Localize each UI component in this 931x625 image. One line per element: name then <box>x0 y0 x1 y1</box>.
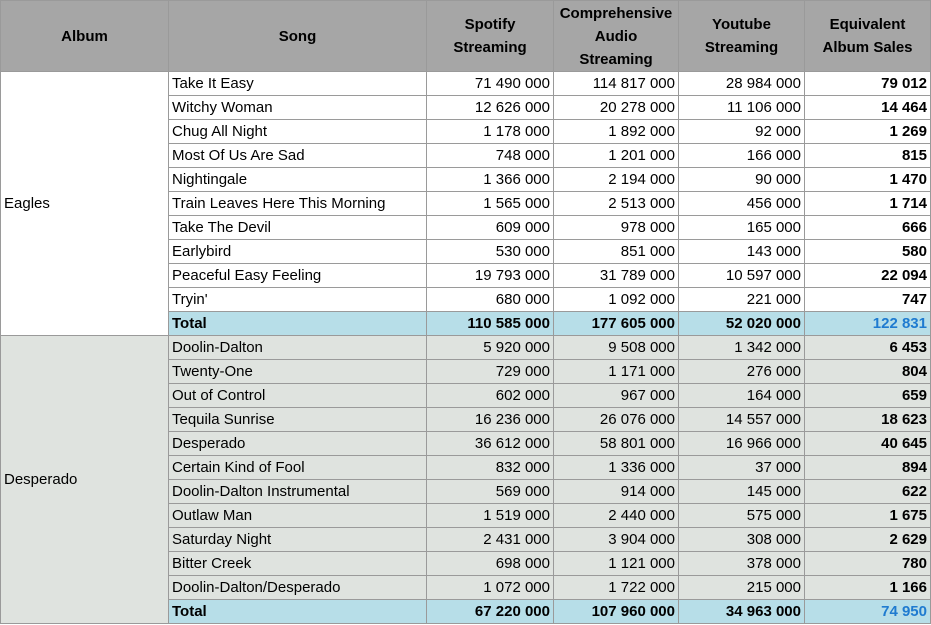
song-cell: Train Leaves Here This Morning <box>169 192 427 216</box>
audio-streaming-cell: 1 201 000 <box>554 144 679 168</box>
song-cell: Saturday Night <box>169 528 427 552</box>
table-row <box>1 72 931 96</box>
spotify-streaming-cell: 748 000 <box>427 144 554 168</box>
equivalent-album-sales-cell: 2 629 <box>805 528 931 552</box>
spotify-streaming-cell: 12 626 000 <box>427 96 554 120</box>
header-album: Album <box>1 1 169 72</box>
spotify-streaming-cell: 1 519 000 <box>427 504 554 528</box>
youtube-streaming-cell: 1 342 000 <box>679 336 805 360</box>
total-label: Total <box>169 312 427 336</box>
equivalent-album-sales-cell: 79 012 <box>805 72 931 96</box>
equivalent-album-sales-cell: 580 <box>805 240 931 264</box>
audio-streaming-cell: 114 817 000 <box>554 72 679 96</box>
audio-streaming-cell: 1 092 000 <box>554 288 679 312</box>
total-equivalent-album-sales: 74 950 <box>805 600 931 624</box>
total-spotify-streaming: 110 585 000 <box>427 312 554 336</box>
audio-streaming-cell: 2 513 000 <box>554 192 679 216</box>
spotify-streaming-cell: 530 000 <box>427 240 554 264</box>
equivalent-album-sales-cell: 40 645 <box>805 432 931 456</box>
equivalent-album-sales-cell: 1 470 <box>805 168 931 192</box>
equivalent-album-sales-cell: 666 <box>805 216 931 240</box>
spotify-streaming-cell: 602 000 <box>427 384 554 408</box>
audio-streaming-cell: 978 000 <box>554 216 679 240</box>
spotify-streaming-cell: 1 366 000 <box>427 168 554 192</box>
spotify-streaming-cell: 832 000 <box>427 456 554 480</box>
youtube-streaming-cell: 16 966 000 <box>679 432 805 456</box>
youtube-streaming-cell: 143 000 <box>679 240 805 264</box>
youtube-streaming-cell: 276 000 <box>679 360 805 384</box>
spotify-streaming-cell: 36 612 000 <box>427 432 554 456</box>
youtube-streaming-cell: 165 000 <box>679 216 805 240</box>
youtube-streaming-cell: 166 000 <box>679 144 805 168</box>
song-cell: Tequila Sunrise <box>169 408 427 432</box>
equivalent-album-sales-cell: 815 <box>805 144 931 168</box>
total-youtube-streaming: 52 020 000 <box>679 312 805 336</box>
spotify-streaming-cell: 2 431 000 <box>427 528 554 552</box>
song-cell: Peaceful Easy Feeling <box>169 264 427 288</box>
song-cell: Witchy Woman <box>169 96 427 120</box>
song-cell: Doolin-Dalton <box>169 336 427 360</box>
equivalent-album-sales-cell: 894 <box>805 456 931 480</box>
audio-streaming-cell: 1 892 000 <box>554 120 679 144</box>
audio-streaming-cell: 26 076 000 <box>554 408 679 432</box>
spotify-streaming-cell: 698 000 <box>427 552 554 576</box>
song-cell: Nightingale <box>169 168 427 192</box>
youtube-streaming-cell: 164 000 <box>679 384 805 408</box>
youtube-streaming-cell: 92 000 <box>679 120 805 144</box>
album-group-desperado <box>1 336 931 624</box>
header-audio-streaming: Comprehensive Audio Streaming <box>554 1 679 72</box>
total-audio-streaming: 107 960 000 <box>554 600 679 624</box>
song-cell: Earlybird <box>169 240 427 264</box>
header-spotify-streaming: Spotify Streaming <box>427 1 554 72</box>
spotify-streaming-cell: 1 072 000 <box>427 576 554 600</box>
total-spotify-streaming: 67 220 000 <box>427 600 554 624</box>
youtube-streaming-cell: 575 000 <box>679 504 805 528</box>
youtube-streaming-cell: 14 557 000 <box>679 408 805 432</box>
spotify-streaming-cell: 680 000 <box>427 288 554 312</box>
spotify-streaming-cell: 71 490 000 <box>427 72 554 96</box>
spotify-streaming-cell: 569 000 <box>427 480 554 504</box>
spotify-streaming-cell: 1 565 000 <box>427 192 554 216</box>
equivalent-album-sales-cell: 1 166 <box>805 576 931 600</box>
total-audio-streaming: 177 605 000 <box>554 312 679 336</box>
song-cell: Chug All Night <box>169 120 427 144</box>
equivalent-album-sales-cell: 1 675 <box>805 504 931 528</box>
audio-streaming-cell: 1 121 000 <box>554 552 679 576</box>
song-cell: Doolin-Dalton/Desperado <box>169 576 427 600</box>
song-cell: Outlaw Man <box>169 504 427 528</box>
spotify-streaming-cell: 1 178 000 <box>427 120 554 144</box>
header-youtube-streaming: Youtube Streaming <box>679 1 805 72</box>
equivalent-album-sales-cell: 1 269 <box>805 120 931 144</box>
audio-streaming-cell: 1 171 000 <box>554 360 679 384</box>
song-cell: Bitter Creek <box>169 552 427 576</box>
equivalent-album-sales-cell: 747 <box>805 288 931 312</box>
song-cell: Certain Kind of Fool <box>169 456 427 480</box>
album-group-eagles <box>1 72 931 336</box>
audio-streaming-cell: 20 278 000 <box>554 96 679 120</box>
equivalent-album-sales-cell: 804 <box>805 360 931 384</box>
song-cell: Doolin-Dalton Instrumental <box>169 480 427 504</box>
song-cell: Take The Devil <box>169 216 427 240</box>
header-equivalent-album-sales: Equivalent Album Sales <box>805 1 931 72</box>
equivalent-album-sales-cell: 780 <box>805 552 931 576</box>
equivalent-album-sales-cell: 622 <box>805 480 931 504</box>
audio-streaming-cell: 3 904 000 <box>554 528 679 552</box>
table-row <box>1 336 931 360</box>
album-name-cell: Eagles <box>1 72 169 336</box>
spotify-streaming-cell: 609 000 <box>427 216 554 240</box>
audio-streaming-cell: 851 000 <box>554 240 679 264</box>
audio-streaming-cell: 9 508 000 <box>554 336 679 360</box>
song-cell: Twenty-One <box>169 360 427 384</box>
youtube-streaming-cell: 378 000 <box>679 552 805 576</box>
equivalent-album-sales-cell: 22 094 <box>805 264 931 288</box>
audio-streaming-cell: 2 194 000 <box>554 168 679 192</box>
audio-streaming-cell: 1 722 000 <box>554 576 679 600</box>
youtube-streaming-cell: 308 000 <box>679 528 805 552</box>
audio-streaming-cell: 31 789 000 <box>554 264 679 288</box>
spotify-streaming-cell: 16 236 000 <box>427 408 554 432</box>
total-label: Total <box>169 600 427 624</box>
youtube-streaming-cell: 221 000 <box>679 288 805 312</box>
total-equivalent-album-sales: 122 831 <box>805 312 931 336</box>
song-cell: Most Of Us Are Sad <box>169 144 427 168</box>
equivalent-album-sales-cell: 659 <box>805 384 931 408</box>
equivalent-album-sales-cell: 6 453 <box>805 336 931 360</box>
youtube-streaming-cell: 90 000 <box>679 168 805 192</box>
song-cell: Take It Easy <box>169 72 427 96</box>
audio-streaming-cell: 2 440 000 <box>554 504 679 528</box>
youtube-streaming-cell: 215 000 <box>679 576 805 600</box>
song-cell: Out of Control <box>169 384 427 408</box>
equivalent-album-sales-cell: 1 714 <box>805 192 931 216</box>
equivalent-album-sales-cell: 14 464 <box>805 96 931 120</box>
equivalent-album-sales-cell: 18 623 <box>805 408 931 432</box>
audio-streaming-cell: 967 000 <box>554 384 679 408</box>
spotify-streaming-cell: 729 000 <box>427 360 554 384</box>
song-cell: Desperado <box>169 432 427 456</box>
spotify-streaming-cell: 5 920 000 <box>427 336 554 360</box>
youtube-streaming-cell: 10 597 000 <box>679 264 805 288</box>
youtube-streaming-cell: 11 106 000 <box>679 96 805 120</box>
audio-streaming-cell: 58 801 000 <box>554 432 679 456</box>
header-song: Song <box>169 1 427 72</box>
header-row <box>1 1 931 72</box>
youtube-streaming-cell: 37 000 <box>679 456 805 480</box>
youtube-streaming-cell: 456 000 <box>679 192 805 216</box>
total-youtube-streaming: 34 963 000 <box>679 600 805 624</box>
audio-streaming-cell: 1 336 000 <box>554 456 679 480</box>
song-cell: Tryin' <box>169 288 427 312</box>
youtube-streaming-cell: 28 984 000 <box>679 72 805 96</box>
spotify-streaming-cell: 19 793 000 <box>427 264 554 288</box>
album-name-cell: Desperado <box>1 336 169 624</box>
youtube-streaming-cell: 145 000 <box>679 480 805 504</box>
audio-streaming-cell: 914 000 <box>554 480 679 504</box>
